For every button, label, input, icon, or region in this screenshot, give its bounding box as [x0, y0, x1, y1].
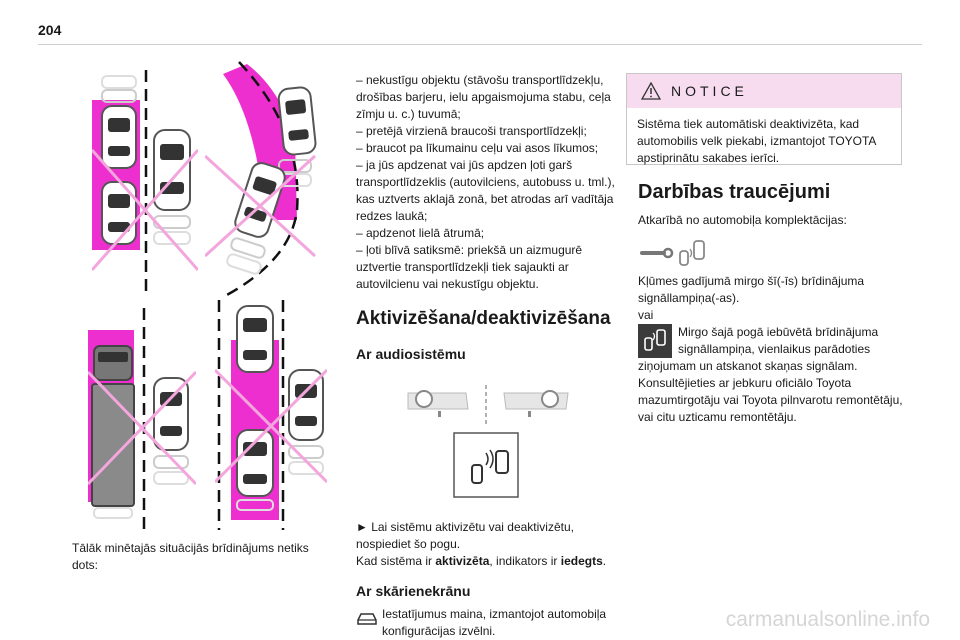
page-number: 204: [38, 22, 62, 38]
notice-header: [627, 74, 901, 108]
car-icon: [154, 378, 188, 484]
press-line: nospiediet šo pogu.: [356, 537, 461, 551]
truck-icon: [92, 346, 134, 518]
bsm-button-lamp-icon: [638, 324, 672, 358]
list-item: – braucot pa līkumainu ceļu vai asos līkumos;: [356, 141, 599, 155]
press-line: ► Lai sistēmu aktivizētu vai deaktivizētu,: [356, 520, 574, 534]
touchscreen-note: [356, 606, 618, 640]
or-text: vai: [638, 308, 654, 322]
list-item: – nekustīgu objektu (stāvošu transportlīdzekļu, drošības barjeru, ielu apgaismojuma stabu, ceļa zīmju u. c.) tuvumā;: [356, 73, 611, 121]
lamp-line: signāllampiņa, vienlaikus parādoties: [678, 342, 871, 356]
intro-line: Tālāk minētajās situācijās brīdinājums netiks: [72, 541, 309, 555]
section-heading: Aktivizēšana/deaktivizēšana: [356, 308, 611, 329]
fault-text: Kļūmes gadījumā mirgo šī(-īs) brīdinājuma signāllampiņa(-as).: [638, 274, 865, 305]
header-rule: [38, 44, 922, 45]
watermark: carmanualsonline.info: [725, 608, 930, 631]
subheading-touchscreen: Ar skārienekrānu: [356, 583, 471, 599]
car-icon: [237, 306, 273, 372]
audio-system-figure: [356, 367, 618, 517]
column-right: [638, 180, 904, 426]
section-heading: Darbības traucējumi: [638, 181, 831, 203]
list-item: – pretējā virzienā braucoši transportlīdzekļi;: [356, 124, 587, 138]
lamp-line: Mirgo šajā pogā iebūvētā brīdinājuma: [678, 325, 879, 339]
status-text: , indikators ir: [489, 554, 561, 568]
list-item: – ļoti blīvā satiksmē: priekšā un aizmugurē uztvertie transportlīdzekļi tiek sajaukti ar autovilcienu vai nekustīgu objektu.: [356, 243, 583, 291]
warning-triangle-icon: [641, 82, 661, 100]
list-item: – apdzenot lielā ātrumā;: [356, 226, 485, 240]
rest-text: ziņojumam un atskanot skaņas signālam. Konsultējieties ar jebkuru oficiālo Toyota mazumtirgotāju vai Toyota pilnvarotu remontētāju, vai citu uzticamu remontētāju.: [638, 359, 903, 424]
status-text: .: [602, 554, 607, 568]
status-active: aktivizēta: [435, 554, 490, 568]
list-item: – ja jūs apdzenat vai jūs apdzen ļoti garš transportlīdzeklis (autovilciens, autobuss u. tml.), kas uztverts aklajā zonā, bet atrodas arī vadītāja redzes laukā;: [356, 158, 615, 223]
notice-box: [626, 73, 902, 165]
wrench-icon: [642, 249, 672, 257]
touch-line: Iestatījumus maina, izmantojot automobiļa: [382, 607, 607, 621]
warning-lamps-figure: [638, 237, 718, 271]
blind-spot-scene-curve: [205, 60, 320, 296]
notice-title: NOTICE: [671, 83, 748, 99]
notice-body: Sistēma tiek automātiski deaktivizēta, kad automobilis velk piekabi, izmantojot TOYOTA apstiprinātu sakabes ierīci.: [637, 117, 876, 165]
dashboard-right-icon: [504, 391, 568, 417]
status-text: Kad sistēma ir: [356, 554, 436, 568]
car-settings-icon: [356, 610, 378, 626]
intro-text: [72, 540, 312, 574]
car-icon: [102, 76, 136, 244]
dashboard-left-icon: [408, 391, 468, 417]
blind-spot-scene-parking-row: [92, 70, 198, 296]
car-icon: [289, 370, 323, 474]
blind-spot-scene-truck: [88, 308, 196, 530]
touch-line: konfigurācijas izvēlni.: [382, 624, 496, 638]
bsm-button-icon: [454, 433, 518, 497]
intro-line: dots:: [72, 558, 99, 572]
status-lit: iedegts: [560, 554, 603, 568]
subheading-audio: Ar audiosistēmu: [356, 346, 466, 362]
bsm-lamp-icon: [680, 241, 704, 265]
equipment-note: Atkarībā no automobiļa komplektācijas:: [638, 213, 847, 227]
lamp-note: [638, 324, 904, 358]
blind-spot-scene-traffic-jam: [215, 300, 327, 530]
column-middle: [356, 72, 618, 640]
status-line: [356, 553, 618, 570]
